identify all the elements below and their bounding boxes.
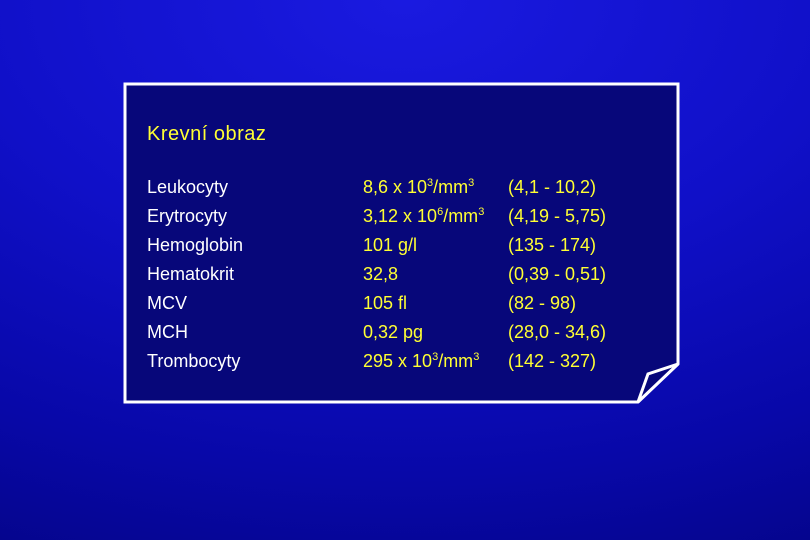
value-text: 0,32 pg	[363, 322, 424, 342]
parameter-label: Hematokrit	[147, 264, 235, 284]
reference-range: (4,1 - 10,2)	[508, 177, 597, 197]
value-text: 105 fl	[363, 293, 408, 313]
reference-range: (4,19 - 5,75)	[508, 206, 607, 226]
unit-exponent: 3	[468, 177, 475, 189]
value-text: 32,8	[363, 264, 399, 284]
parameter-value	[363, 202, 484, 231]
value-exponent: 3	[427, 177, 434, 189]
value-unit: /mm	[433, 177, 469, 197]
parameter-label: Trombocyty	[147, 351, 241, 371]
parameter-label: Leukocyty	[147, 177, 229, 197]
reference-range: (0,39 - 0,51)	[508, 264, 607, 284]
parameter-label: Erytrocyty	[147, 206, 228, 226]
parameter-value	[363, 318, 484, 347]
parameter-label: Hemoglobin	[147, 235, 244, 255]
parameter-value	[363, 260, 484, 289]
slide-title: Krevní obraz	[147, 123, 267, 145]
unit-exponent: 3	[473, 351, 480, 363]
measured-values	[363, 173, 484, 376]
reference-ranges	[508, 173, 606, 376]
reference-range: (28,0 - 34,6)	[508, 322, 607, 342]
value-unit: /mm	[443, 206, 479, 226]
parameter-value	[363, 173, 484, 202]
value-text: 295 x 10	[363, 351, 433, 371]
reference-range: (135 - 174)	[508, 235, 597, 255]
reference-range: (142 - 327)	[508, 351, 597, 371]
parameter-labels	[147, 173, 243, 376]
value-text: 3,12 x 10	[363, 206, 438, 226]
value-exponent: 3	[432, 351, 439, 363]
unit-exponent: 3	[478, 206, 485, 218]
value-text: 8,6 x 10	[363, 177, 428, 197]
parameter-value	[363, 231, 484, 260]
parameter-value	[363, 347, 484, 376]
value-unit: /mm	[438, 351, 474, 371]
parameter-value	[363, 289, 484, 318]
reference-range: (82 - 98)	[508, 293, 577, 313]
value-exponent: 6	[437, 206, 444, 218]
value-text: 101 g/l	[363, 235, 418, 255]
parameter-label: MCV	[147, 293, 187, 313]
parameter-label: MCH	[147, 322, 188, 342]
